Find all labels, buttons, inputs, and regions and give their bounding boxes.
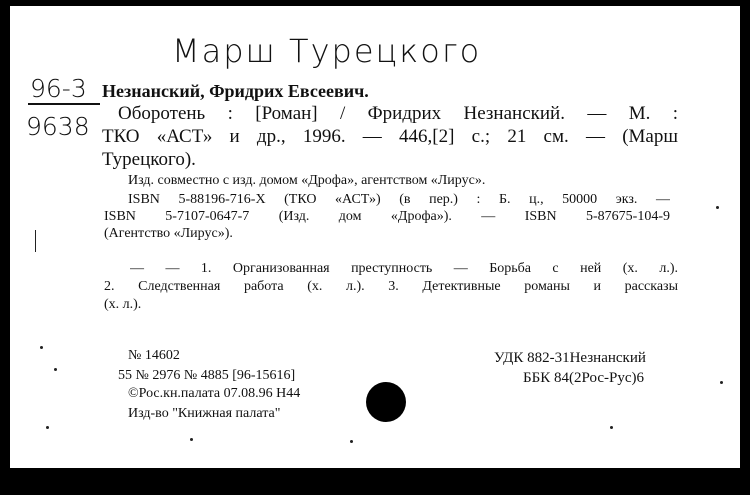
bbk-code: ББК 84(2Рос-Рус)6 <box>523 370 644 386</box>
chamber-line: ©Рос.кн.палата 07.08.96 Н44 <box>128 386 301 401</box>
publisher-line: Изд-во "Книжная палата" <box>128 406 281 421</box>
margin-mark <box>35 230 36 252</box>
handwritten-inventory-number: 9638 <box>26 112 90 141</box>
code-line: 55 № 2976 № 4885 [96-15616] <box>118 368 296 383</box>
card-number: № 14602 <box>128 348 180 363</box>
speck <box>54 368 57 371</box>
isbn-line-3: (Агентство «Лирус»). <box>104 226 233 241</box>
speck <box>350 440 353 443</box>
note-line-1: Изд. совместно с изд. домом «Дрофа», агентством «Лирус». <box>128 173 486 188</box>
isbn-line-2: ISBN 5-7107-0647-7 (Изд. дом «Дрофа»). — ISBN 5-87675-104-9 <box>104 209 670 224</box>
speck <box>610 426 613 429</box>
punch-hole <box>366 382 406 422</box>
author-heading: Незнанский, Фридрих Евсеевич. <box>102 81 369 101</box>
speck <box>716 206 719 209</box>
isbn-line-1: ISBN 5-88196-716-X (ТКО «АСТ») (в пер.) : Б. ц., 50000 экз. — <box>128 192 670 207</box>
udk-code: УДК 882-31Незнанский <box>494 350 646 366</box>
subject-line-1: — — 1. Организованная преступность — Борьба с ней (х. л.). <box>130 261 678 276</box>
speck <box>190 438 193 441</box>
title-line-1: Оборотень : [Роман] / Фридрих Незнанский. — М. : <box>118 103 678 124</box>
handwritten-shelf-code: 96-3 <box>30 74 87 103</box>
catalog-card <box>10 6 740 468</box>
speck <box>46 426 49 429</box>
speck <box>720 381 723 384</box>
subject-line-2: 2. Следственная работа (х. л.). 3. Детективные романы и рассказы <box>104 279 678 294</box>
speck <box>40 346 43 349</box>
handwritten-series-title: Марш Турецкого <box>172 32 482 70</box>
title-line-3: Турецкого). <box>102 149 196 170</box>
title-line-2: ТКО «АСТ» и др., 1996. — 446,[2] с.; 21 см. — (Марш <box>102 126 678 147</box>
subject-line-3: (х. л.). <box>104 297 142 312</box>
shelf-code-divider <box>28 103 100 105</box>
